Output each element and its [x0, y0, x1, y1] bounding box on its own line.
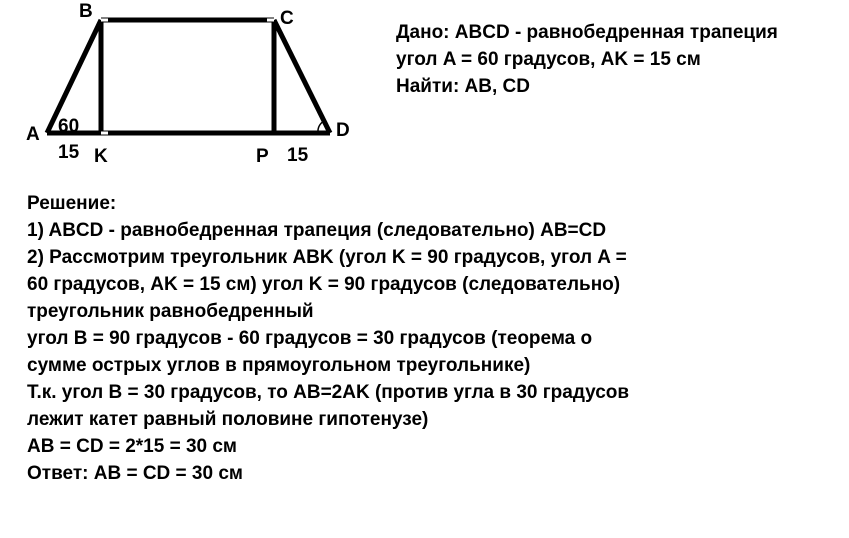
solution-line: 1) ABCD - равнобедренная трапеция (следовательно) AB=CD [27, 220, 607, 241]
solution-line: 60 градусов, AK = 15 см) угол K = 90 градусов (следовательно) [27, 274, 621, 295]
solution-line: сумме острых углов в прямоугольном треугольнике) [27, 355, 531, 376]
find-line: Найти: AB, CD [396, 76, 531, 97]
solution-line: 2) Рассмотрим треугольник ABK (угол K = 90 градусов, угол A = [27, 247, 627, 268]
solution-line: AB = CD = 2*15 = 30 см [27, 436, 237, 457]
solution-line: Т.к. угол B = 30 градусов, то AB=2AK (против угла в 30 градусов [27, 382, 630, 403]
trapezoid-figure [0, 0, 380, 180]
given-line: угол A = 60 градусов, AK = 15 см [396, 49, 701, 70]
segment-ak-label: 15 [58, 142, 80, 163]
solution-line: лежит катет равный половине гипотенузе) [27, 409, 429, 430]
angle-a-label: 60 [58, 116, 80, 137]
vertex-k-label: K [94, 146, 108, 167]
solution-title: Решение: [27, 193, 117, 214]
solution-line: угол B = 90 градусов - 60 градусов = 30 градусов (теорема о [27, 328, 593, 349]
vertex-b-label: B [79, 1, 93, 22]
segment-pd-label: 15 [287, 145, 309, 166]
vertex-p-label: P [256, 146, 269, 167]
vertex-c-label: C [280, 8, 294, 29]
vertex-a-label: A [26, 124, 40, 145]
given-block [396, 20, 778, 101]
solution-block [27, 191, 629, 488]
side-cd [274, 20, 330, 133]
answer-line: Ответ: AB = CD = 30 см [27, 463, 243, 484]
solution-line: треугольник равнобедренный [27, 301, 314, 322]
given-line: Дано: ABCD - равнобедренная трапеция [396, 22, 778, 43]
vertex-d-label: D [336, 120, 350, 141]
